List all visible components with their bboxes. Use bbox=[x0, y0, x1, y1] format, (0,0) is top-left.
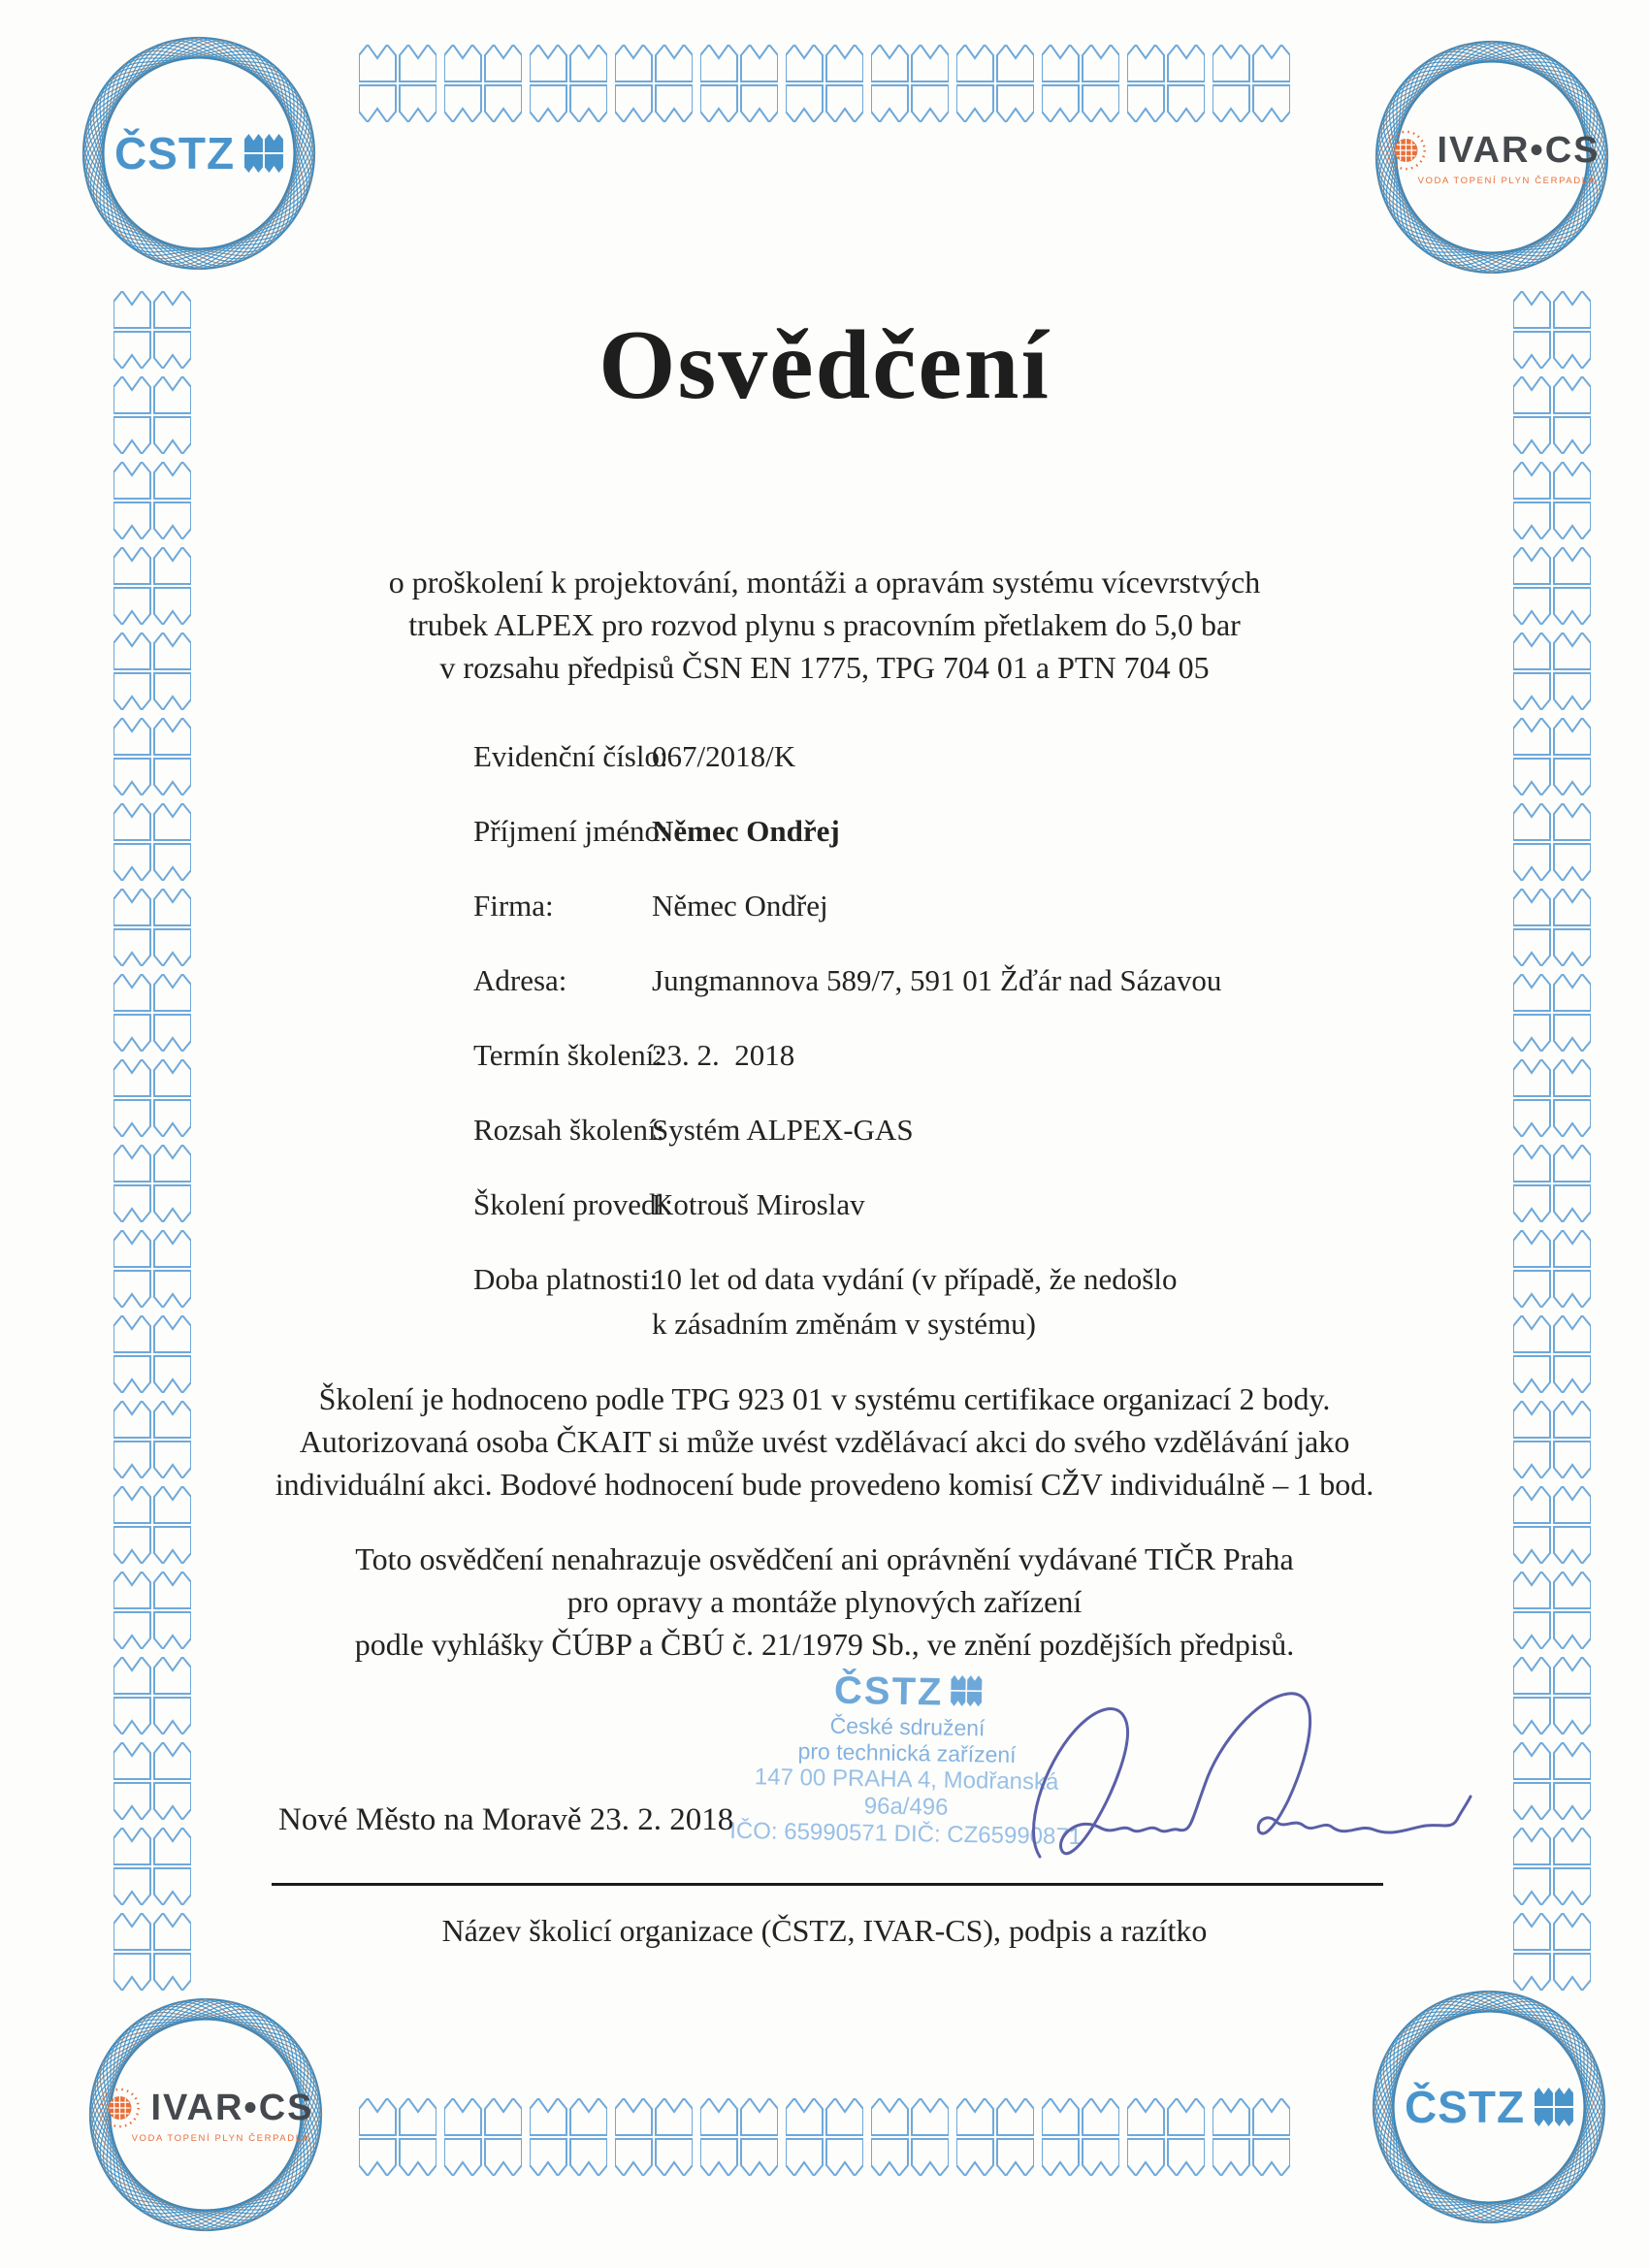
cstz-logo bbox=[114, 127, 283, 179]
border-motif-icon bbox=[113, 1657, 191, 1734]
border-motif-icon bbox=[113, 1145, 191, 1222]
stamp-ids-line: IČO: 65990571 DIČ: CZ65990871 bbox=[728, 1817, 1083, 1851]
border-motif-icon bbox=[871, 2098, 949, 2176]
border-motif-icon bbox=[444, 45, 522, 122]
border-motif-icon bbox=[113, 974, 191, 1052]
field-label: Termín školení: bbox=[473, 1038, 663, 1072]
paragraph-line: pro opravy a montáže plynových zařízení bbox=[566, 1584, 1083, 1619]
stamp-logo-text: ČSTZ bbox=[833, 1669, 944, 1714]
field-label: Příjmení jméno: bbox=[473, 814, 668, 848]
border-motif-icon bbox=[359, 2098, 436, 2176]
cstz-symbol-icon bbox=[1535, 2088, 1573, 2126]
border-motif-icon bbox=[530, 45, 607, 122]
stamp-org-line: České sdružení bbox=[829, 1712, 986, 1741]
field-label: Evidenční číslo: bbox=[473, 739, 668, 773]
border-bottom bbox=[359, 2098, 1290, 2176]
border-motif-icon bbox=[113, 1828, 191, 1905]
field-value: Systém ALPEX-GAS bbox=[652, 1113, 914, 1147]
signature-caption: Název školicí organizace (ČSTZ, IVAR-CS), podpis a razítko bbox=[441, 1913, 1208, 1948]
ivar-globe-icon bbox=[1383, 128, 1428, 173]
place-and-date: Nové Město na Moravě 23. 2. 2018 bbox=[278, 1802, 734, 1837]
border-motif-icon bbox=[1127, 45, 1205, 122]
border-motif-icon bbox=[113, 462, 191, 539]
field-row bbox=[473, 739, 1395, 814]
border-motif-icon bbox=[871, 45, 949, 122]
border-motif-icon bbox=[113, 889, 191, 966]
field-value: Jungmannova 589/7, 591 01 Žďár nad Sázavou bbox=[652, 963, 1222, 997]
field-label: Firma: bbox=[473, 889, 554, 923]
border-motif-icon bbox=[1513, 1145, 1591, 1222]
ivar-cs-logo bbox=[97, 2086, 313, 2144]
border-motif-icon bbox=[956, 45, 1034, 122]
border-right bbox=[1513, 291, 1591, 1991]
field-row bbox=[473, 1262, 1395, 1341]
certificate-fields bbox=[473, 739, 1395, 1341]
intro-line: o proškolení k projektování, montáži a opravám systému vícevrstvých bbox=[388, 565, 1261, 599]
border-motif-icon bbox=[113, 718, 191, 795]
field-value-line2: k zásadním změnám v systému) bbox=[652, 1307, 1037, 1341]
border-motif-icon bbox=[700, 2098, 778, 2176]
field-value: 23. 2. 2018 bbox=[652, 1038, 795, 1072]
field-label: Adresa: bbox=[473, 963, 567, 997]
border-motif-icon bbox=[1212, 45, 1290, 122]
guilloche-rosette-bottom-right bbox=[1343, 1961, 1634, 2252]
border-motif-icon bbox=[113, 1230, 191, 1308]
border-left bbox=[113, 291, 191, 1991]
ivar-logo-subtitle: VODA TOPENÍ PLYN ČERPADLA bbox=[1417, 176, 1597, 186]
signature-line bbox=[272, 1883, 1383, 1886]
border-motif-icon bbox=[1513, 1657, 1591, 1734]
border-motif-icon bbox=[700, 45, 778, 122]
field-value: 10 let od data vydání (v případě, že nedošlo bbox=[652, 1262, 1178, 1296]
border-motif-icon bbox=[113, 1742, 191, 1820]
ivar-logo-text: IVAR•CS bbox=[1437, 129, 1600, 171]
paragraph-line: podle vyhlášky ČÚBP a ČBÚ č. 21/1979 Sb., ve znění pozdějších předpisů. bbox=[354, 1627, 1295, 1662]
border-top bbox=[359, 45, 1290, 122]
border-motif-icon bbox=[615, 45, 693, 122]
border-motif-icon bbox=[359, 45, 436, 122]
cstz-logo bbox=[1405, 2081, 1573, 2133]
ivar-logo-text: IVAR•CS bbox=[150, 2087, 314, 2128]
cstz-logo-text: ČSTZ bbox=[1404, 2082, 1526, 2132]
field-label: Doba platnosti: bbox=[473, 1262, 659, 1296]
field-value: 067/2018/K bbox=[652, 739, 796, 773]
border-motif-icon bbox=[1513, 1230, 1591, 1308]
border-motif-icon bbox=[1513, 803, 1591, 881]
stamp-org-line: pro technická zařízení bbox=[797, 1738, 1017, 1767]
border-motif-icon bbox=[1513, 1059, 1591, 1137]
field-row bbox=[473, 1038, 1395, 1113]
ivar-globe-icon bbox=[97, 2086, 142, 2130]
cstz-logo-text: ČSTZ bbox=[113, 128, 236, 178]
border-motif-icon bbox=[113, 803, 191, 881]
cstz-symbol-icon bbox=[244, 134, 283, 173]
intro-line: trubek ALPEX pro rozvod plynu s pracovním přetlakem do 5,0 bar bbox=[408, 607, 1241, 642]
border-motif-icon bbox=[1513, 889, 1591, 966]
paragraph-scoring bbox=[0, 1377, 1649, 1506]
border-motif-icon bbox=[1513, 462, 1591, 539]
field-value: Němec Ondřej bbox=[652, 889, 828, 923]
border-motif-icon bbox=[1513, 974, 1591, 1052]
guilloche-rosette-top-left bbox=[53, 8, 344, 299]
border-motif-icon bbox=[1127, 2098, 1205, 2176]
paragraph-line: Autorizovaná osoba ČKAIT si může uvést vzdělávací akci do svého vzdělávání jako bbox=[299, 1424, 1350, 1459]
border-motif-icon bbox=[1212, 2098, 1290, 2176]
field-row bbox=[473, 1113, 1395, 1187]
border-motif-icon bbox=[1513, 718, 1591, 795]
guilloche-rosette-bottom-left bbox=[60, 1969, 351, 2260]
certificate-intro bbox=[0, 561, 1649, 689]
field-value: Kotrouš Miroslav bbox=[652, 1187, 865, 1221]
border-motif-icon bbox=[786, 2098, 863, 2176]
border-motif-icon bbox=[615, 2098, 693, 2176]
field-value: Němec Ondřej bbox=[652, 814, 840, 848]
border-motif-icon bbox=[113, 1059, 191, 1137]
field-row bbox=[473, 1187, 1395, 1262]
paragraph-disclaimer bbox=[0, 1538, 1649, 1666]
field-row bbox=[473, 963, 1395, 1038]
cstz-symbol-icon bbox=[951, 1675, 983, 1712]
paragraph-line: Školení je hodnoceno podle TPG 923 01 v systému certifikace organizací 2 body. bbox=[318, 1381, 1331, 1416]
paragraph-line: Toto osvědčení nenahrazuje osvědčení ani oprávnění vydávané TIČR Praha bbox=[355, 1541, 1294, 1576]
border-motif-icon bbox=[786, 45, 863, 122]
border-motif-icon bbox=[956, 2098, 1034, 2176]
border-motif-icon bbox=[1513, 1742, 1591, 1820]
ivar-cs-logo bbox=[1383, 128, 1600, 186]
guilloche-rosette-top-right bbox=[1346, 12, 1637, 303]
border-motif-icon bbox=[1042, 2098, 1119, 2176]
paragraph-line: individuální akci. Bodové hodnocení bude provedeno komisí CŽV individuálně – 1 bod. bbox=[275, 1467, 1374, 1502]
border-motif-icon bbox=[1513, 1828, 1591, 1905]
border-motif-icon bbox=[530, 2098, 607, 2176]
field-label: Rozsah školení: bbox=[473, 1113, 665, 1147]
border-motif-icon bbox=[444, 2098, 522, 2176]
field-label: Školení provedl: bbox=[473, 1187, 673, 1221]
stamp-address-line: 147 00 PRAHA 4, Modřanská 96a/496 bbox=[754, 1764, 1059, 1821]
field-row bbox=[473, 814, 1395, 889]
field-row bbox=[473, 889, 1395, 963]
ivar-logo-subtitle: VODA TOPENÍ PLYN ČERPADLA bbox=[131, 2133, 310, 2144]
intro-line: v rozsahu předpisů ČSN EN 1775, TPG 704 01 a PTN 704 05 bbox=[439, 650, 1210, 685]
border-motif-icon bbox=[1042, 45, 1119, 122]
certificate-title: Osvědčení bbox=[598, 310, 1051, 420]
handwritten-signature bbox=[1018, 1676, 1474, 1885]
